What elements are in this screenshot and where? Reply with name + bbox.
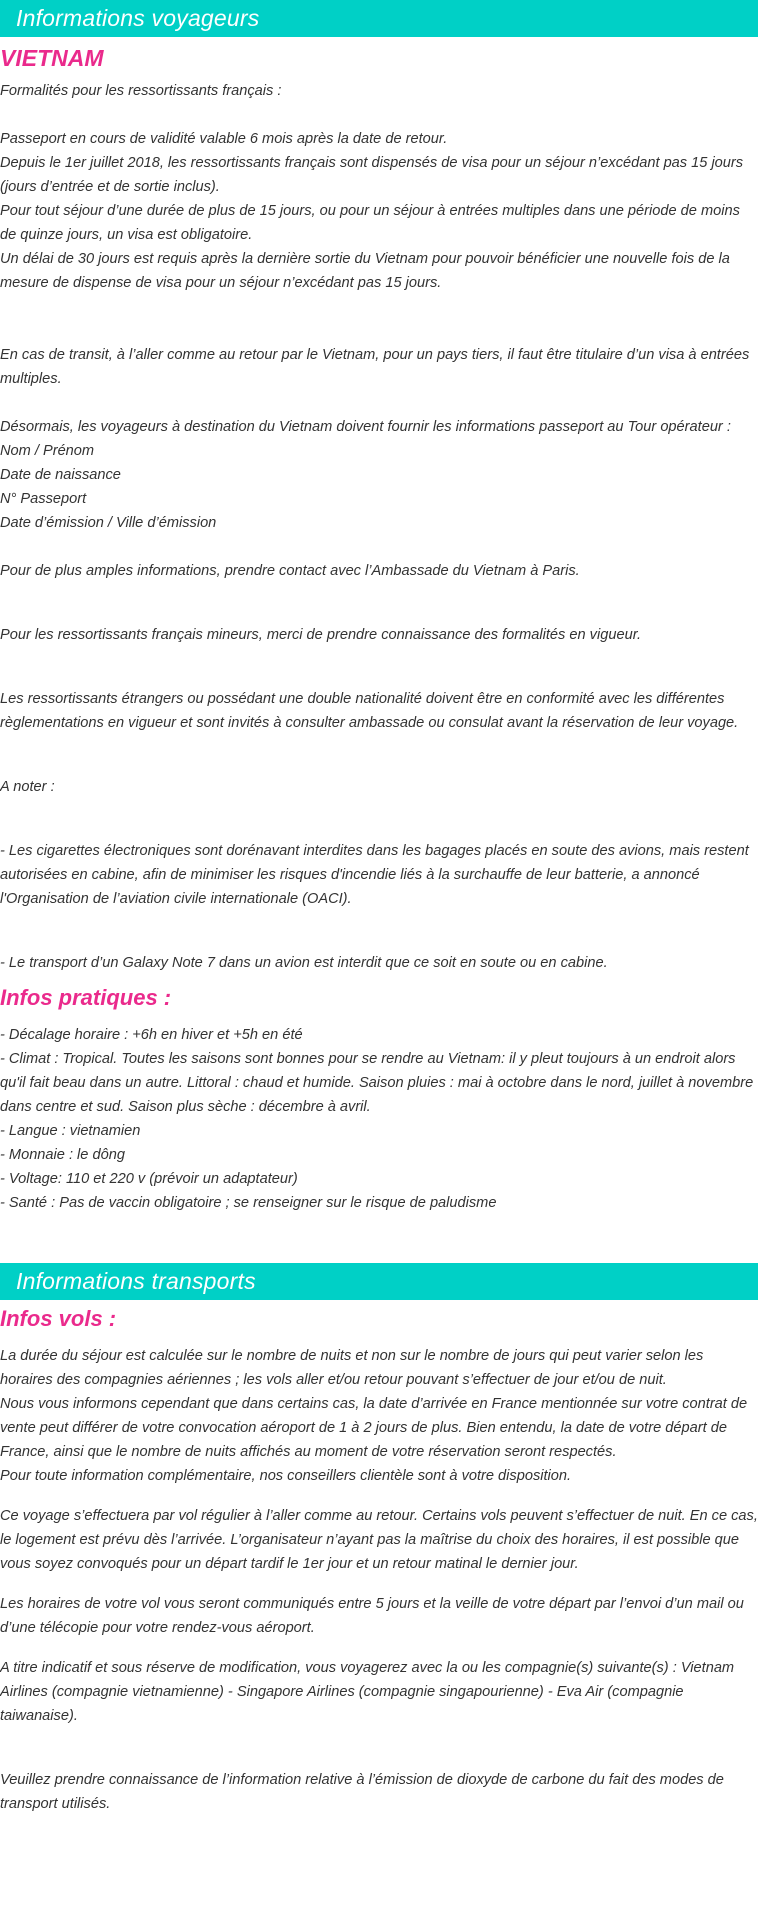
passport-validity: Passeport en cours de validité valable 6 mois après la date de retour. (0, 131, 448, 147)
traveller-band-title: Informations voyageurs (0, 0, 758, 37)
note-label: A noter : (0, 779, 55, 795)
practical-currency: - Monnaie : le dông (0, 1147, 125, 1163)
transport-band-title: Informations transports (0, 1263, 758, 1300)
transit-note: En cas de transit, à l’aller comme au retour par le Vietnam, pour un pays tiers, il faut être titulaire d’un visa à entrées multiples. (0, 347, 750, 387)
formalities-intro: Formalités pour les ressortissants français : (0, 83, 282, 99)
foreign-nationals-note: Les ressortissants étrangers ou possédant une double nationalité doivent être en conformité avec les différentes règlementations en vigueur et sont invités à consulter ambassade ou consulat avant la réservation de leur voyage. (0, 691, 739, 731)
passport-field-number: N° Passeport (0, 491, 87, 507)
practical-timezone: - Décalage horaire : +6h en hiver et +5h en été (0, 1027, 303, 1043)
country-title: VIETNAM (0, 45, 104, 71)
minors-note: Pour les ressortissants français mineurs, merci de prendre connaissance des formalités en vigueur. (0, 627, 642, 643)
flight-advisors-note: Pour toute information complémentaire, nos conseillers clientèle sont à votre disposition. (0, 1468, 572, 1484)
passport-field-name: Nom / Prénom (0, 443, 95, 459)
passport-field-issue: Date d’émission / Ville d’émission (0, 515, 217, 531)
practical-voltage: - Voltage: 110 et 220 v (prévoir un adaptateur) (0, 1171, 298, 1187)
embassy-contact: Pour de plus amples informations, prendre contact avec l’Ambassade du Vietnam à Paris. (0, 563, 580, 579)
flight-arrival-date-note: Nous vous informons cependant que dans certains cas, la date d’arrivée en France mentionnée sur votre contrat de vente peut différer de votre convocation aéroport de 1 à 2 jours de plus. Bien entendu, la date de votre départ de France, ainsi que le nombre de nuits affichés au moment de votre réservation seront respectés. (0, 1396, 748, 1460)
passport-field-birthdate: Date de naissance (0, 467, 121, 483)
practical-heading: Infos pratiques : (0, 985, 172, 1010)
transport-section (0, 1263, 758, 1816)
visa-required: Pour tout séjour d’une durée de plus de 15 jours, ou pour un séjour à entrées multiples dans une période de moins de quinze jours, un visa est obligatoire. (0, 203, 740, 243)
visa-exemption: Depuis le 1er juillet 2018, les ressortissants français sont dispensés de visa pour un séjour n’excédant pas 15 jours (jours d’entrée et de sortie inclus). (0, 155, 744, 195)
ecigarette-note: - Les cigarettes électroniques sont dorénavant interdites dans les bagages placés en soute des avions, mais restent autorisées en cabine, afin de minimiser les risques d'incendie liés à la surchauffe de leur batterie, a annoncé l'Organisation de l’aviation civile internationale (OACI). (0, 843, 749, 907)
practical-language: - Langue : vietnamien (0, 1123, 141, 1139)
flight-regular-note: Ce voyage s’effectuera par vol régulier à l’aller comme au retour. Certains vols peuvent s’effectuer de nuit. En ce cas, le logement est prévu dès l’arrivée. L’organisateur n’ayant pas la maîtrise du choix des horaires, il est possible que vous soyez convoqués pour un départ tardif le 1er jour et un retour matinal le dernier jour. (0, 1508, 758, 1572)
passport-info-intro: Désormais, les voyageurs à destination du Vietnam doivent fournir les informations passeport au Tour opérateur : (0, 419, 731, 435)
practical-health: - Santé : Pas de vaccin obligatoire ; se renseigner sur le risque de paludisme (0, 1195, 497, 1211)
flight-duration-note: La durée du séjour est calculée sur le nombre de nuits et non sur le nombre de jours qui peut varier selon les horaires des compagnies aériennes ; les vols aller et/ou retour pouvant s’effectuer de jour et/ou de nuit. (0, 1348, 704, 1388)
galaxy-note: - Le transport d’un Galaxy Note 7 dans un avion est interdit que ce soit en soute ou en cabine. (0, 955, 608, 971)
practical-climate: - Climat : Tropical. Toutes les saisons sont bonnes pour se rendre au Vietnam: il y pleut toujours à un endroit alors qu'il fait beau dans un autre. Littoral : chaud et humide. Saison pluies : mai à octobre dans le nord, juillet à novembre dans centre et sud. Saison plus sèche : décembre à avril. (0, 1051, 754, 1115)
flights-heading: Infos vols : (0, 1306, 117, 1331)
flight-airlines-note: A titre indicatif et sous réserve de modification, vous voyagerez avec la ou les compagnie(s) suivante(s) : Vietnam Airlines (compagnie vietnamienne) - Singapore Airlines (compagnie singapourienne) - Eva Air (compagnie taiwanaise). (0, 1660, 735, 1724)
co2-note: Veuillez prendre connaissance de l’information relative à l’émission de dioxyde de carbone du fait des modes de transport utilisés. (0, 1772, 724, 1812)
visa-delay: Un délai de 30 jours est requis après la dernière sortie du Vietnam pour pouvoir bénéficier une nouvelle fois de la mesure de dispense de visa pour un séjour n’excédant pas 15 jours. (0, 251, 730, 291)
flight-schedule-note: Les horaires de votre vol vous seront communiqués entre 5 jours et la veille de votre départ par l’envoi d’un mail ou d’une télécopie pour votre rendez-vous aéroport. (0, 1596, 744, 1636)
